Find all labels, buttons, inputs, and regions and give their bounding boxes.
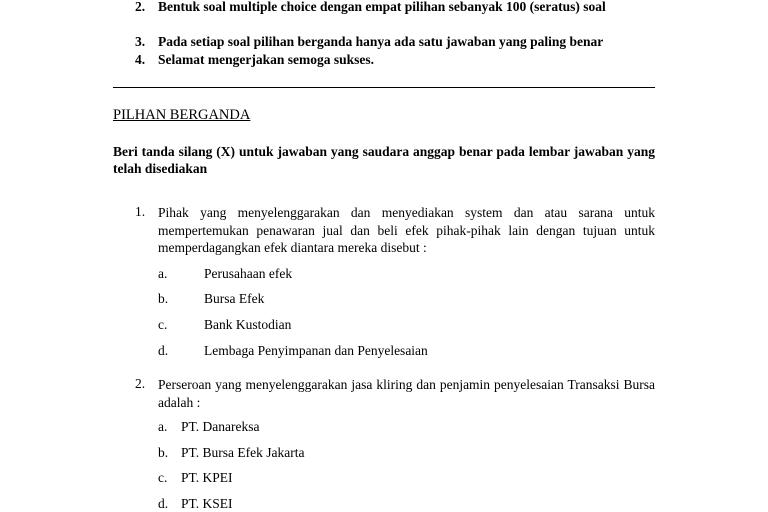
option-letter: a. — [158, 419, 168, 434]
instruction-number: 3. — [135, 34, 146, 49]
option-letter: c. — [158, 317, 168, 332]
option-letter: b. — [158, 291, 169, 306]
option-letter: a. — [158, 266, 168, 281]
section-title: PILHAN BERGANDA — [113, 107, 251, 123]
instruction-text: Selamat mengerjakan semoga sukses. — [158, 52, 374, 67]
option-text: Bursa Efek — [204, 291, 265, 306]
instruction-number: 4. — [135, 52, 146, 67]
option-text: PT. Danareksa — [181, 419, 260, 434]
option-letter: b. — [158, 445, 169, 460]
option-letter: c. — [158, 470, 168, 485]
section-instruction: Beri tanda silang (X) untuk jawaban yang saudara anggap benar pada lembar jawaban yang telah disediakan — [113, 144, 655, 176]
option-text: Bank Kustodian — [204, 317, 292, 332]
option-text: Lembaga Penyimpanan dan Penyelesaian — [204, 343, 428, 358]
instruction-text: Pada setiap soal pilihan berganda hanya ada satu jawaban yang paling benar — [158, 34, 604, 49]
question-text: Perseroan yang menyelenggarakan jasa kliring dan penjamin penyelesaian Transaksi Bursa adalah : — [158, 377, 655, 410]
divider — [113, 87, 655, 88]
instruction-text: Bentuk soal multiple choice dengan empat pilihan sebanyak 100 (seratus) soal — [158, 0, 606, 14]
option-letter: d. — [158, 496, 169, 511]
option-text: PT. KPEI — [181, 470, 233, 485]
instruction-number: 2. — [135, 0, 146, 14]
question-number: 1. — [135, 204, 146, 219]
option-text: Perusahaan efek — [204, 266, 293, 281]
option-text: PT. KSEI — [181, 496, 233, 511]
option-text: PT. Bursa Efek Jakarta — [181, 445, 305, 460]
question-number: 2. — [135, 376, 146, 391]
option-letter: d. — [158, 343, 169, 358]
question-text: Pihak yang menyelenggarakan dan menyediakan system dan atau sarana untuk mempertemukan penawaran jual dan beli efek pihak-pihak lain dengan tujuan untuk memperdagangkan efek diantara mereka disebut : — [158, 205, 655, 255]
